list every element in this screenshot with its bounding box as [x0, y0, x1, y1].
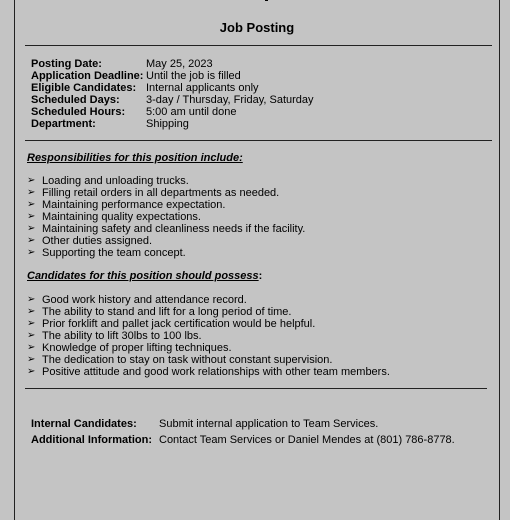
- list-item: ➢ Other duties assigned.: [27, 235, 153, 247]
- list-item: ➢ Positive attitude and good work relationships with other team members.: [27, 366, 390, 378]
- info-row-scheduled-hours: Scheduled Hours: 5:00 am until done: [31, 106, 237, 118]
- bullet-arrow-icon: ➢: [27, 175, 36, 186]
- page-title: Job Posting: [219, 20, 295, 35]
- divider-before-footer: [25, 388, 487, 389]
- bullet-arrow-icon: ➢: [27, 223, 36, 234]
- info-row-application-deadline: Application Deadline: Until the job is filled: [31, 70, 241, 82]
- bullet-arrow-icon: ➢: [27, 247, 36, 258]
- list-item: ➢ Knowledge of proper lifting techniques.: [27, 342, 232, 354]
- bullet-arrow-icon: ➢: [27, 294, 36, 305]
- job-posting-document: [14, 0, 500, 520]
- list-item: ➢ Filling retail orders in all departments as needed.: [27, 187, 280, 199]
- footer-row-internal-candidates: Internal Candidates: Submit internal application to Team Services.: [31, 418, 379, 430]
- list-item: ➢ Good work history and attendance record.: [27, 294, 247, 306]
- bullet-arrow-icon: ➢: [27, 330, 36, 341]
- candidates-list: [27, 294, 390, 378]
- divider-after-info: [25, 140, 492, 141]
- list-item: ➢ The dedication to stay on task without constant supervision.: [27, 354, 333, 366]
- bullet-arrow-icon: ➢: [27, 318, 36, 329]
- info-row-eligible-candidates: Eligible Candidates: Internal applicants only: [31, 82, 259, 94]
- bullet-arrow-icon: ➢: [27, 354, 36, 365]
- list-item: ➢ Maintaining performance expectation.: [27, 199, 226, 211]
- bullet-arrow-icon: ➢: [27, 366, 36, 377]
- list-item: ➢ Supporting the team concept.: [27, 247, 186, 259]
- bullet-arrow-icon: ➢: [27, 235, 36, 246]
- footer-row-additional-information: Additional Information: Contact Team Services or Daniel Mendes at (801) 786-8778.: [31, 434, 455, 446]
- bullet-arrow-icon: ➢: [27, 199, 36, 210]
- divider-top: [25, 45, 492, 46]
- list-item: ➢ The ability to lift 30lbs to 100 lbs.: [27, 330, 202, 342]
- application-info: [31, 416, 455, 448]
- bullet-arrow-icon: ➢: [27, 306, 36, 317]
- info-row-scheduled-days: Scheduled Days: 3-day / Thursday, Friday, Saturday: [31, 94, 314, 106]
- list-item: ➢ The ability to stand and lift for a long period of time.: [27, 306, 292, 318]
- list-item: ➢ Prior forklift and pallet jack certification would be helpful.: [27, 318, 316, 330]
- info-row-posting-date: Posting Date: May 25, 2023: [31, 58, 213, 70]
- bullet-arrow-icon: ➢: [27, 211, 36, 222]
- responsibilities-heading: Responsibilities for this position include:: [27, 152, 243, 164]
- candidates-heading: Candidates for this position should possess:: [27, 270, 263, 282]
- bullet-arrow-icon: ➢: [27, 187, 36, 198]
- cut-off-text-mark: [265, 0, 268, 1]
- bullet-arrow-icon: ➢: [27, 342, 36, 353]
- posting-info: [31, 58, 314, 130]
- info-row-department: Department: Shipping: [31, 118, 189, 130]
- responsibilities-list: [27, 175, 305, 259]
- list-item: ➢ Loading and unloading trucks.: [27, 175, 189, 187]
- list-item: ➢ Maintaining safety and cleanliness needs if the facility.: [27, 223, 306, 235]
- list-item: ➢ Maintaining quality expectations.: [27, 211, 201, 223]
